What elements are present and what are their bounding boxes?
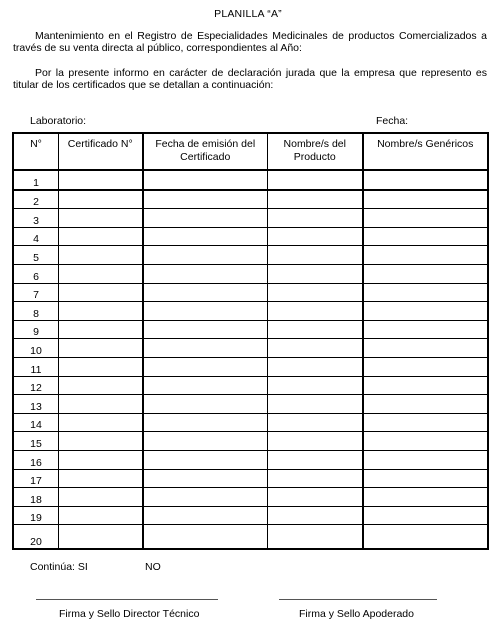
row-number: 17 xyxy=(14,469,59,488)
certificado-cell[interactable] xyxy=(59,190,143,209)
header-certificado: Certificado N° xyxy=(59,134,143,171)
fecha-emision-cell[interactable] xyxy=(143,357,268,376)
nombre-generico-cell[interactable] xyxy=(363,525,488,549)
row-number: 13 xyxy=(14,395,59,414)
nombre-producto-cell[interactable] xyxy=(268,432,363,451)
certificado-cell[interactable] xyxy=(59,395,143,414)
fecha-emision-cell[interactable] xyxy=(143,264,268,283)
nombre-producto-cell[interactable] xyxy=(268,170,363,190)
table-row xyxy=(14,357,488,376)
table-row xyxy=(14,413,488,432)
row-number: 12 xyxy=(14,376,59,395)
table-row xyxy=(14,264,488,283)
certificado-cell[interactable] xyxy=(59,450,143,469)
table-row xyxy=(14,376,488,395)
table-row xyxy=(14,450,488,469)
header-nombre-generico: Nombre/s Genéricos xyxy=(363,134,488,171)
row-number: 7 xyxy=(14,283,59,302)
nombre-generico-cell[interactable] xyxy=(363,246,488,265)
nombre-generico-cell[interactable] xyxy=(363,357,488,376)
certificado-cell[interactable] xyxy=(59,264,143,283)
fecha-emision-cell[interactable] xyxy=(143,339,268,358)
fecha-emision-cell[interactable] xyxy=(143,320,268,339)
table-row xyxy=(14,209,488,228)
table-row xyxy=(14,469,488,488)
nombre-generico-cell[interactable] xyxy=(363,339,488,358)
certificado-cell[interactable] xyxy=(59,376,143,395)
row-number: 5 xyxy=(14,246,59,265)
table-row xyxy=(14,525,488,549)
table-row xyxy=(14,302,488,321)
continua-label: Continúa: SI xyxy=(30,561,88,573)
header-number: N° xyxy=(14,134,59,171)
nombre-producto-cell[interactable] xyxy=(268,506,363,525)
nombre-producto-cell[interactable] xyxy=(268,209,363,228)
fecha-emision-cell[interactable] xyxy=(143,246,268,265)
nombre-generico-cell[interactable] xyxy=(363,320,488,339)
nombre-producto-cell[interactable] xyxy=(268,283,363,302)
nombre-producto-cell[interactable] xyxy=(268,395,363,414)
row-number: 6 xyxy=(14,264,59,283)
certificado-cell[interactable] xyxy=(59,320,143,339)
table-row xyxy=(14,246,488,265)
certificado-cell[interactable] xyxy=(59,432,143,451)
certificado-cell[interactable] xyxy=(59,283,143,302)
fecha-emision-cell[interactable] xyxy=(143,302,268,321)
nombre-producto-cell[interactable] xyxy=(268,450,363,469)
row-number: 2 xyxy=(14,190,59,209)
nombre-generico-cell[interactable] xyxy=(363,432,488,451)
table-row xyxy=(14,170,488,190)
fecha-label: Fecha: xyxy=(376,115,409,127)
certificado-cell[interactable] xyxy=(59,413,143,432)
nombre-generico-cell[interactable] xyxy=(363,413,488,432)
table-row xyxy=(14,339,488,358)
intro-paragraph-text: Mantenimiento en el Registro de Especialidades Medicinales de productos Comercializados a través de su venta directa al público, correspondientes al Año: xyxy=(13,30,487,54)
row-number: 20 xyxy=(14,525,59,549)
certificado-cell[interactable] xyxy=(59,506,143,525)
row-number: 3 xyxy=(14,209,59,228)
certificado-cell[interactable] xyxy=(59,209,143,228)
signature-line-apoderado xyxy=(279,599,437,600)
fecha-emision-cell[interactable] xyxy=(143,227,268,246)
fecha-emision-cell[interactable] xyxy=(143,283,268,302)
fecha-emision-cell[interactable] xyxy=(143,395,268,414)
no-label: NO xyxy=(145,561,161,573)
table-row xyxy=(14,395,488,414)
declaration-paragraph xyxy=(13,68,487,92)
nombre-producto-cell[interactable] xyxy=(268,320,363,339)
certificado-cell[interactable] xyxy=(59,339,143,358)
nombre-generico-cell[interactable] xyxy=(363,395,488,414)
row-number: 18 xyxy=(14,488,59,507)
nombre-producto-cell[interactable] xyxy=(268,264,363,283)
signature-label-apoderado: Firma y Sello Apoderado xyxy=(299,608,414,620)
row-number: 9 xyxy=(14,320,59,339)
certificado-cell[interactable] xyxy=(59,525,143,549)
nombre-generico-cell[interactable] xyxy=(363,488,488,507)
header-nombre-producto: Nombre/s del Producto xyxy=(268,134,363,171)
nombre-producto-cell[interactable] xyxy=(268,525,363,549)
intro-paragraph xyxy=(13,31,487,55)
row-number: 11 xyxy=(14,357,59,376)
signature-label-director: Firma y Sello Director Técnico xyxy=(59,608,200,620)
fecha-emision-cell[interactable] xyxy=(143,170,268,190)
row-number: 14 xyxy=(14,413,59,432)
nombre-generico-cell[interactable] xyxy=(363,209,488,228)
certificado-cell[interactable] xyxy=(59,488,143,507)
nombre-producto-cell[interactable] xyxy=(268,227,363,246)
fecha-emision-cell[interactable] xyxy=(143,209,268,228)
nombre-producto-cell[interactable] xyxy=(268,246,363,265)
signature-line-director xyxy=(36,599,218,600)
certificado-cell[interactable] xyxy=(59,302,143,321)
row-number: 19 xyxy=(14,506,59,525)
table-row xyxy=(14,506,488,525)
header-fecha-emision: Fecha de emisión del Certificado xyxy=(143,134,268,171)
declaration-paragraph-text: Por la presente informo en carácter de declaración jurada que la empresa que represento es titular de los certificados que se detallan a continuación: xyxy=(13,67,487,91)
fecha-emision-cell[interactable] xyxy=(143,469,268,488)
fecha-emision-cell[interactable] xyxy=(143,190,268,209)
nombre-generico-cell[interactable] xyxy=(363,283,488,302)
row-number: 4 xyxy=(14,227,59,246)
nombre-generico-cell[interactable] xyxy=(363,302,488,321)
row-number: 1 xyxy=(14,170,59,190)
table-header-row xyxy=(14,134,488,171)
fecha-emision-cell[interactable] xyxy=(143,413,268,432)
page-title: PLANILLA “A” xyxy=(214,8,282,20)
fecha-emision-cell[interactable] xyxy=(143,506,268,525)
certificado-cell[interactable] xyxy=(59,357,143,376)
nombre-producto-cell[interactable] xyxy=(268,488,363,507)
nombre-generico-cell[interactable] xyxy=(363,170,488,190)
nombre-producto-cell[interactable] xyxy=(268,376,363,395)
table-row xyxy=(14,432,488,451)
fecha-emision-cell[interactable] xyxy=(143,450,268,469)
table-row xyxy=(14,227,488,246)
fecha-emision-cell[interactable] xyxy=(143,525,268,549)
certificado-cell[interactable] xyxy=(59,227,143,246)
row-number: 8 xyxy=(14,302,59,321)
row-number: 15 xyxy=(14,432,59,451)
table-row xyxy=(14,190,488,209)
certificado-cell[interactable] xyxy=(59,469,143,488)
certificates-table xyxy=(13,133,488,549)
table-row xyxy=(14,320,488,339)
nombre-generico-cell[interactable] xyxy=(363,264,488,283)
certificado-cell[interactable] xyxy=(59,246,143,265)
nombre-producto-cell[interactable] xyxy=(268,469,363,488)
nombre-producto-cell[interactable] xyxy=(268,339,363,358)
nombre-generico-cell[interactable] xyxy=(363,227,488,246)
table-row xyxy=(14,283,488,302)
row-number: 10 xyxy=(14,339,59,358)
nombre-generico-cell[interactable] xyxy=(363,190,488,209)
table-row xyxy=(14,488,488,507)
fecha-emision-cell[interactable] xyxy=(143,488,268,507)
nombre-producto-cell[interactable] xyxy=(268,357,363,376)
nombre-producto-cell[interactable] xyxy=(268,190,363,209)
certificado-cell[interactable] xyxy=(59,170,143,190)
nombre-generico-cell[interactable] xyxy=(363,376,488,395)
row-number: 16 xyxy=(14,450,59,469)
fecha-emision-cell[interactable] xyxy=(143,432,268,451)
nombre-generico-cell[interactable] xyxy=(363,469,488,488)
nombre-generico-cell[interactable] xyxy=(363,506,488,525)
nombre-producto-cell[interactable] xyxy=(268,413,363,432)
nombre-producto-cell[interactable] xyxy=(268,302,363,321)
nombre-generico-cell[interactable] xyxy=(363,450,488,469)
fecha-emision-cell[interactable] xyxy=(143,376,268,395)
laboratorio-label: Laboratorio: xyxy=(30,115,87,127)
